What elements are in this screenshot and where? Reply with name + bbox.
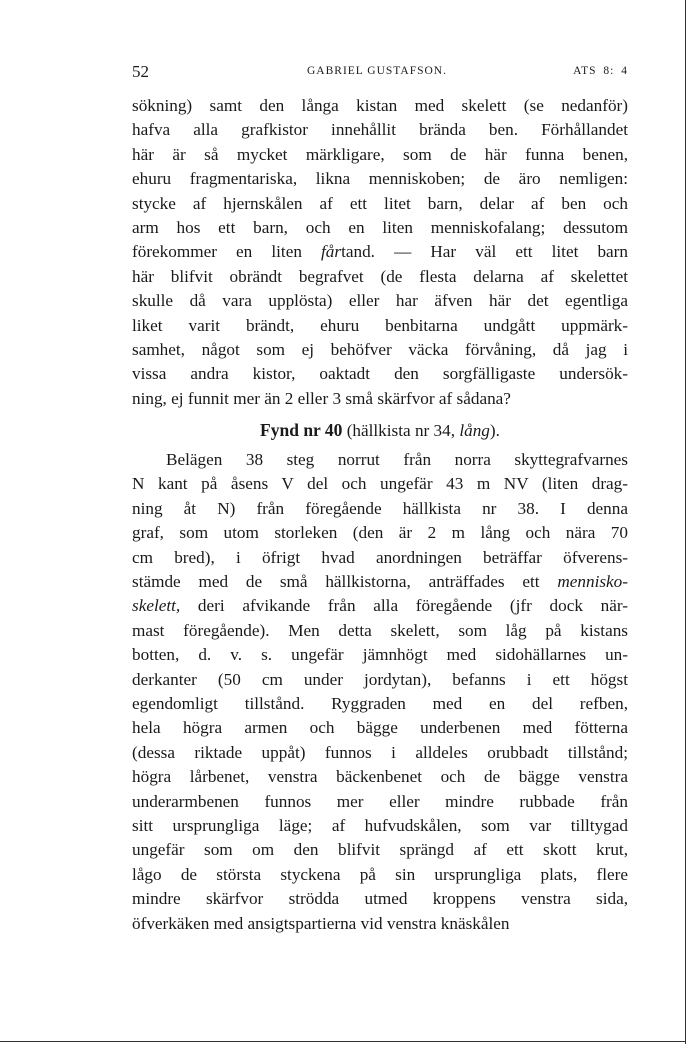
text-line: vissa andra kistor, oaktadt den sorgfälligaste undersök- xyxy=(132,364,628,384)
text-line: mast föregående). Men detta skelett, som låg på kistans xyxy=(132,620,628,640)
page-edge-bottom xyxy=(0,1041,686,1042)
text-line: högra lårbenet, venstra bäckenbenet och de bägge venstra xyxy=(132,767,628,787)
heading-subtitle-italic: lång xyxy=(459,421,490,441)
text-line: egendomligt tillstånd. Ryggraden med en del refben, xyxy=(132,693,628,713)
heading-subtitle-a: (hällkista nr 34, xyxy=(342,421,460,441)
text-line: ning åt N) från föregående hällkista nr 38. I denna xyxy=(132,498,628,518)
text-line: mindre skärfvor strödda utmed kroppens venstra sida, xyxy=(132,889,628,909)
text-line: hela högra armen och bägge underbenen med fötterna xyxy=(132,718,628,738)
text-line: botten, d. v. s. ungefär jämnhögt med sidohällarnes un- xyxy=(132,645,628,665)
italic-segment: mennisko- xyxy=(557,572,628,592)
text-line: derkanter (50 cm under jordytan), befanns i ett högst xyxy=(132,669,628,689)
text-line: sitt ursprungliga läge; af hufvudskålen, som var tilltygad xyxy=(132,815,628,835)
italic-segment: får xyxy=(321,242,342,262)
text-line xyxy=(132,240,628,264)
text-line: underarmbenen funnos mer eller mindre rubbade från xyxy=(132,791,628,811)
text-line: samhet, något som ej behöfver väcka förvåning, då jag i xyxy=(132,339,628,359)
text-segment: förekommer en liten xyxy=(132,242,322,262)
text-segment: stämde med de små hällkistorna, anträffades ett xyxy=(132,572,558,592)
text-line: lågo de största styckena på sin ursprungliga plats, flere xyxy=(132,864,628,884)
heading-title: Fynd nr 40 xyxy=(260,420,343,441)
text-line: stycke af hjernskålen af ett litet barn, delar af ben och xyxy=(132,193,628,213)
text-segment: deri afvikande från alla föregående (jfr dock när- xyxy=(180,596,628,616)
text-line: liket varit brändt, ehuru benbitarna undgått uppmärk- xyxy=(132,315,628,335)
text-line xyxy=(132,594,628,618)
italic-segment: skelett, xyxy=(132,596,181,616)
text-line: hafva alla grafkistor innehållit brända ben. Förhållandet xyxy=(132,120,628,140)
page-header xyxy=(132,62,628,82)
text-line: cm bred), i öfrigt hvad anordningen beträffar öfverens- xyxy=(132,547,628,567)
paragraph-1 xyxy=(132,94,628,411)
text-line: ungefär som om den blifvit sprängd af ett skott krut, xyxy=(132,840,628,860)
text-line: här är så mycket märkligare, som de här funna benen, xyxy=(132,144,628,164)
text-line: arm hos ett barn, och en liten menniskofalang; dessutom xyxy=(132,217,628,237)
page-edge-right xyxy=(685,0,686,1044)
text-line: (dessa riktade uppåt) funnos i alldeles orubbadt tillstånd; xyxy=(132,742,628,762)
text-line: ning, ej funnit mer än 2 eller 3 små skärfvor af sådana? xyxy=(132,388,511,408)
text-line xyxy=(132,570,628,594)
body-text xyxy=(132,94,628,936)
paragraph-2 xyxy=(132,448,628,936)
section-heading xyxy=(132,412,628,448)
text-line: Belägen 38 steg norrut från norra skyttegrafvarnes xyxy=(166,450,628,470)
text-line: sökning) samt den långa kistan med skelett (se nedanför) xyxy=(132,96,628,115)
running-title: GABRIEL GUSTAFSON. xyxy=(307,65,447,77)
series-reference: ATS 8: 4 xyxy=(573,65,628,77)
text-line: öfverkäken med ansigtspartierna vid venstra knäskålen xyxy=(132,913,510,933)
text-segment: tand. — Har väl ett litet barn xyxy=(341,242,628,262)
text-line: graf, som utom storleken (den är 2 m lång och nära 70 xyxy=(132,523,628,543)
heading-subtitle-b: ). xyxy=(489,421,500,441)
text-line: här blifvit obrändt begrafvet (de flesta delarna af skelettet xyxy=(132,266,628,286)
text-line: ehuru fragmentariska, likna menniskoben; de äro nemligen: xyxy=(132,169,628,189)
text-line: skulle då vara upplösta) eller har äfven här det egentliga xyxy=(132,291,628,311)
page-number: 52 xyxy=(132,62,149,81)
text-line: N kant på åsens V del och ungefär 43 m NV (liten drag- xyxy=(132,474,628,494)
